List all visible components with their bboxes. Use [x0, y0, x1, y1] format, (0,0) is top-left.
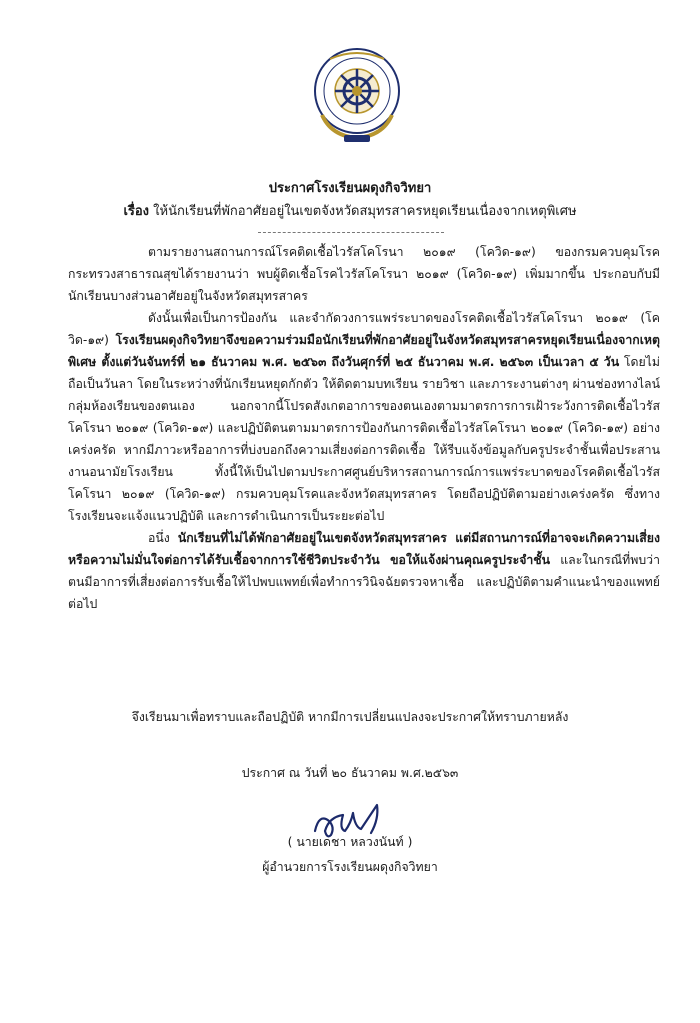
- closing-text: จึงเรียนมาเพื่อทราบและถือปฏิบัติ หากมีการเปลี่ยนแปลงจะประกาศให้ทราบภายหลัง: [131, 710, 569, 724]
- paragraph-3-intro: อนึ่ง: [148, 531, 170, 545]
- announcement-subject: [0, 203, 700, 221]
- paragraph-2: [68, 307, 660, 527]
- announcement-title: ประกาศโรงเรียนผดุงกิจวิทยา: [268, 181, 432, 196]
- signer-name: ( นายเดชา หลวงนันท์ ): [287, 835, 413, 849]
- paragraph-1: ตามรายงานสถานการณ์โรคติดเชื้อไวรัสโคโรนา ๒๐๑๙ (โควิด-๑๙) ของกรมควบคุมโรค กระทรวงสาธารณสุขได้รายงานว่า พบผู้ติดเชื้อโรคไวรัสโคโรนา ๒๐๑๙ (โควิด-๑๙) เพิ่มมากขึ้น ประกอบกับมีนักเรียนบางส่วนอาศัยอยู่ในจังหวัดสมุทรสาคร: [68, 245, 660, 303]
- paragraph-2-intro: ดังนั้นเพื่อเป็นการป้องกัน และจำกัดวงการแพร่ระบาดของโรคติดเชื้อไวรัสโคโรนา ๒๐๑๙ (โควิด-๑๙): [68, 311, 660, 347]
- paragraph-3-bold: นักเรียนที่ไม่ได้พักอาศัยอยู่ในเขตจังหวัดสมุทรสาคร แต่มีสถานการณ์ที่อาจจะเกิดความเสี่ยงหรือความไม่มั่นใจต่อการได้รับเชื้อจากการใช้ชีวิตประจำวัน ขอให้แจ้งผ่านคุณครูประจำชั้น: [68, 531, 660, 567]
- announcement-header: [0, 180, 700, 221]
- subject-text: ให้นักเรียนที่พักอาศัยอยู่ในเขตจังหวัดสมุทรสาครหยุดเรียนเนื่องจากเหตุพิเศษ: [153, 204, 577, 219]
- paragraph-3: [68, 527, 660, 615]
- paragraph-2-bold: โรงเรียนผดุงกิจวิทยาจึงขอความร่วมมือนักเรียนที่พักอาศัยอยู่ในจังหวัดสมุทรสาครหยุดเรียนเนื่องจากเหตุพิเศษ ตั้งแต่วันจันทร์ที่ ๒๑ ธันวาคม พ.ศ. ๒๕๖๓ ถึงวันศุกร์ที่ ๒๕ ธันวาคม พ.ศ. ๒๕๖๓ เป็นเวลา ๕ วัน: [68, 333, 660, 369]
- title-divider: [258, 232, 444, 233]
- announcement-date: ประกาศ ณ วันที่ ๒๐ ธันวาคม พ.ศ.๒๕๖๓: [241, 766, 459, 780]
- subject-label: เรื่อง: [123, 204, 150, 219]
- school-emblem: [310, 45, 405, 145]
- announcement-body: [68, 241, 660, 615]
- paragraph-3-rest: และในกรณีที่พบว่าตนมีอาการที่เสี่ยงต่อการรับเชื้อให้ไปพบแพทย์เพื่อทำการวินิจฉัยตรวจหาเชื้อ และปฏิบัติตามคำแนะนำของแพทย์ต่อไป: [68, 553, 660, 611]
- paragraph-2-rest: โดยไม่ถือเป็นวันลา โดยในระหว่างที่นักเรียนหยุดกักตัว ให้ติดตามบทเรียน รายวิชา และภาระงานต่างๆ ผ่านช่องทางไลน์กลุ่มห้องเรียนของตนเอง นอกจากนี้โปรดสังเกตอาการของตนเองตามมาตรการการเฝ้าระวังการติดเชื้อไวรัสโคโรนา ๒๐๑๙ (โควิด-๑๙) และปฏิบัติตนตามมาตรการป้องกันการติดเชื้อไวรัสโคโรนา ๒๐๑๙ (โควิด-๑๙) อย่างเคร่งครัด หากมีภาวะหรืออาการที่บ่งบอกถึงความเสี่ยงต่อการติดเชื้อ ให้รีบแจ้งข้อมูลกับครูประจำชั้นเพื่อประสานงานอนามัยโรงเรียน ทั้งนี้ให้เป็นไปตามประกาศศูนย์บริหารสถานการณ์การแพร่ระบาดของโรคติดเชื้อไวรัสโคโรนา ๒๐๑๙ (โควิด-๑๙) กรมควบคุมโรคและจังหวัดสมุทรสาคร โดยถือปฏิบัติตามอย่างเคร่งครัด ซึ่งทางโรงเรียนจะแจ้งแนวปฏิบัติ และการดำเนินการเป็นระยะต่อไป: [68, 355, 660, 523]
- signer-title: ผู้อำนวยการโรงเรียนผดุงกิจวิทยา: [262, 860, 438, 874]
